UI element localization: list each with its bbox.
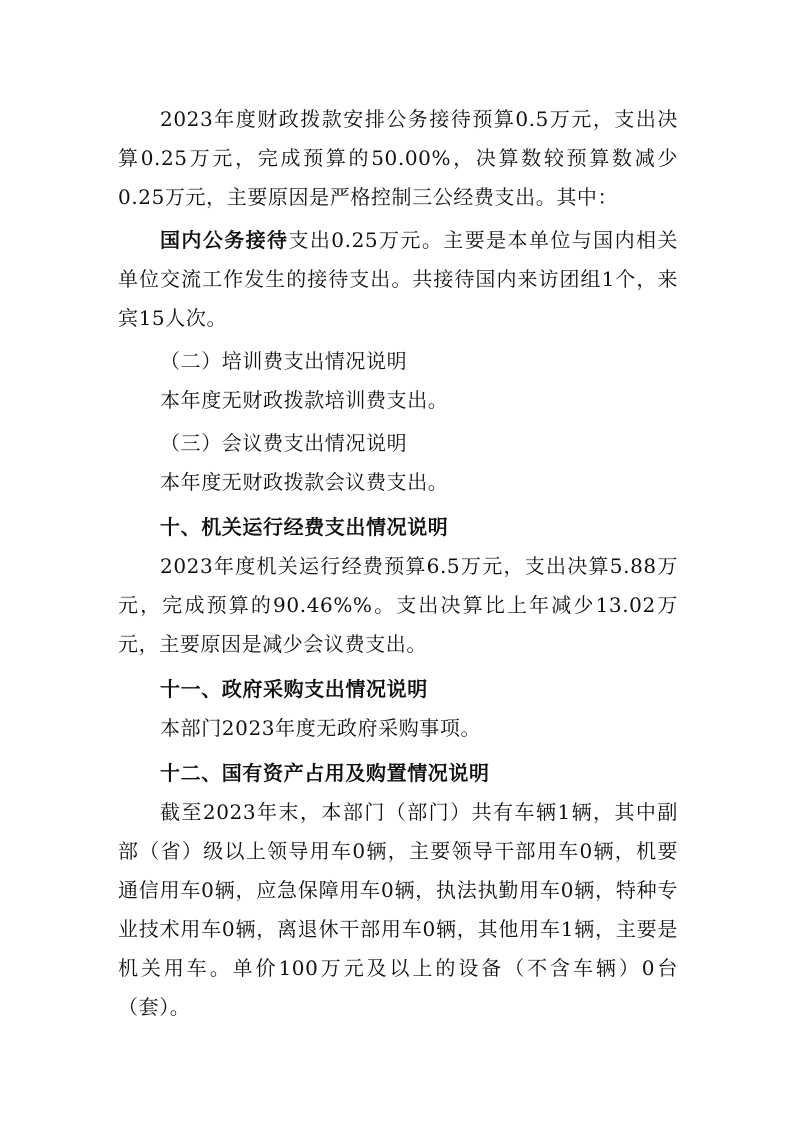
domestic-hospitality-paragraph <box>118 221 678 338</box>
domestic-hospitality-text: 支出0.25万元。主要是本单位与国内相关单位交流工作发生的接待支出。共接待国内来访团组1个，来宾15人次。 <box>118 228 679 330</box>
section-10-text: 2023年度机关运行经费预算6.5万元，支出决算5.88万元，完成预算的90.46%%。支出决算比上年减少13.02万元，主要原因是减少会议费支出。 <box>118 554 678 656</box>
section-12-text: 截至2023年末，本部门（部门）共有车辆1辆，其中副部（省）级以上领导用车0辆，主要领导干部用车0辆，机要通信用车0辆，应急保障用车0辆，执法执勤用车0辆，特种专业技术用车0辆，离退休干部用车0辆，其他用车1辆，主要是机关用车。单价100万元及以上的设备（不含车辆）0台（套）。 <box>118 800 678 1019</box>
section-12-heading: 十二、国有资产占用及购置情况说明 <box>160 761 490 785</box>
domestic-hospitality-lead: 国内公务接待 <box>160 228 289 252</box>
document-page <box>118 100 678 1027</box>
meeting-text: 本年度无财政拨款会议费支出。 <box>160 470 449 494</box>
training-heading: （二）培训费支出情况说明 <box>160 349 408 373</box>
hospitality-summary-paragraph: 2023年度财政拨款安排公务接待预算0.5万元，支出决算0.25万元，完成预算的50.00%，决算数较预算数减少0.25万元，主要原因是严格控制三公经费支出。其中： <box>118 107 678 209</box>
section-11-text: 本部门2023年度无政府采购事项。 <box>160 716 482 740</box>
section-10-heading: 十、机关运行经费支出情况说明 <box>160 515 449 539</box>
section-11-heading: 十一、政府采购支出情况说明 <box>160 677 428 701</box>
meeting-heading: （三）会议费支出情况说明 <box>160 431 408 455</box>
training-text: 本年度无财政拨款培训费支出。 <box>160 388 449 412</box>
